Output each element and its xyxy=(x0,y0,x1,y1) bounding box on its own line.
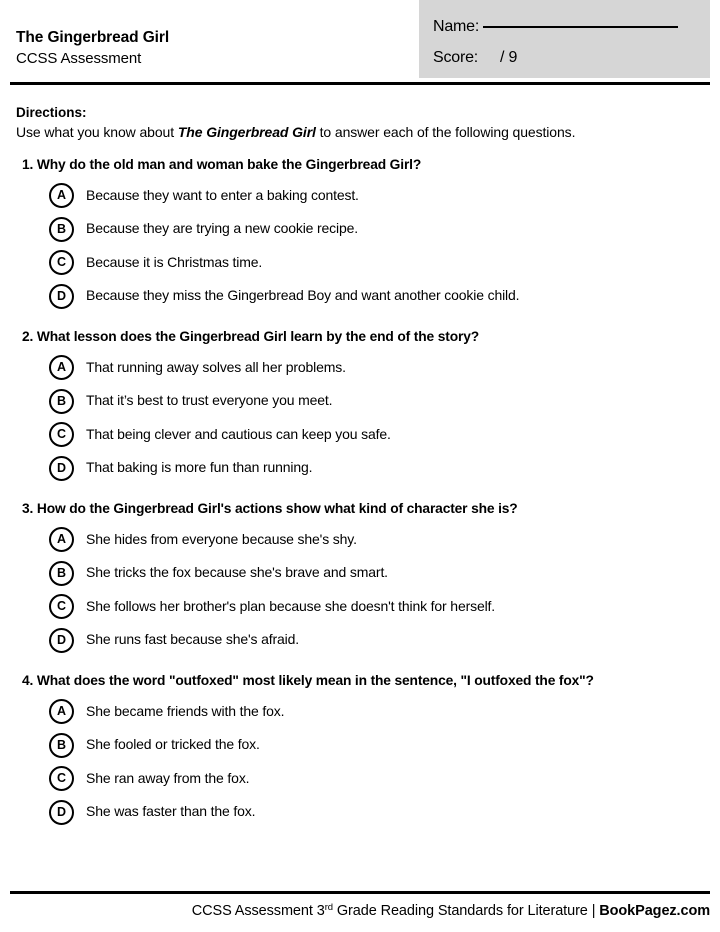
choice-option[interactable] xyxy=(0,246,720,280)
name-score-box xyxy=(419,0,710,78)
choice-bubble-c[interactable]: C xyxy=(49,422,74,447)
score-label: Score: xyxy=(433,49,479,66)
choice-text: Because they want to enter a baking contest. xyxy=(86,186,359,203)
name-input-line[interactable] xyxy=(483,14,678,28)
choice-text: Because they miss the Gingerbread Boy and want another cookie child. xyxy=(86,287,520,304)
choice-text: That being clever and cautious can keep you safe. xyxy=(86,425,391,442)
directions-text-before: Use what you know about xyxy=(16,124,178,140)
choice-option[interactable] xyxy=(0,351,720,385)
directions-text xyxy=(16,123,706,142)
choice-text: She follows her brother's plan because she doesn't think for herself. xyxy=(86,597,496,614)
choice-bubble-d[interactable]: D xyxy=(49,628,74,653)
choice-bubble-a[interactable]: A xyxy=(49,183,74,208)
question-prompt: 1. Why do the old man and woman bake the Gingerbread Girl? xyxy=(22,157,422,172)
choice-option[interactable] xyxy=(0,452,720,486)
choice-text: She was faster than the fox. xyxy=(86,803,256,820)
choice-text: She ran away from the fox. xyxy=(86,769,250,786)
choice-option[interactable] xyxy=(0,695,720,729)
directions-text-emphasis: The Gingerbread Girl xyxy=(177,124,316,140)
choice-option[interactable] xyxy=(0,280,720,314)
choice-bubble-a[interactable]: A xyxy=(49,355,74,380)
choice-bubble-c[interactable]: C xyxy=(49,766,74,791)
choice-text: She became friends with the fox. xyxy=(86,702,285,719)
footer-rest: Grade Reading Standards for Literature | xyxy=(332,903,600,919)
questions-list xyxy=(0,155,720,843)
choice-option[interactable] xyxy=(0,385,720,419)
directions-text-after: to answer each of the following questions. xyxy=(315,124,576,140)
page-header xyxy=(0,0,720,86)
choice-bubble-a[interactable]: A xyxy=(49,527,74,552)
choice-group xyxy=(0,351,720,485)
footer-text xyxy=(0,902,710,919)
choice-bubble-d[interactable]: D xyxy=(49,456,74,481)
choice-text: Because they are trying a new cookie recipe. xyxy=(86,220,358,237)
choice-text: That running away solves all her problems. xyxy=(86,358,346,375)
choice-option[interactable] xyxy=(0,796,720,830)
question-prompt: 2. What lesson does the Gingerbread Girl learn by the end of the story? xyxy=(22,329,479,344)
choice-text: That baking is more fun than running. xyxy=(86,459,313,476)
directions-label: Directions: xyxy=(16,105,87,120)
choice-option[interactable] xyxy=(0,624,720,658)
choice-bubble-d[interactable]: D xyxy=(49,800,74,825)
footer-brand[interactable]: BookPagez.com xyxy=(599,903,710,919)
choice-option[interactable] xyxy=(0,523,720,557)
choice-group xyxy=(0,179,720,313)
choice-bubble-b[interactable]: B xyxy=(49,389,74,414)
choice-group xyxy=(0,695,720,829)
question-block xyxy=(0,499,720,657)
choice-option[interactable] xyxy=(0,179,720,213)
question-block xyxy=(0,327,720,485)
choice-option[interactable] xyxy=(0,418,720,452)
choice-bubble-c[interactable]: C xyxy=(49,250,74,275)
score-value[interactable]: / 9 xyxy=(500,49,518,66)
page-title: The Gingerbread Girl xyxy=(16,29,170,46)
choice-option[interactable] xyxy=(0,762,720,796)
footer-main: CCSS Assessment 3 xyxy=(191,903,325,919)
choice-option[interactable] xyxy=(0,590,720,624)
question-block xyxy=(0,671,720,829)
page-subtitle: CCSS Assessment xyxy=(16,50,142,67)
choice-text: That it’s best to trust everyone you meet. xyxy=(86,392,333,409)
choice-bubble-b[interactable]: B xyxy=(49,217,74,242)
choice-bubble-c[interactable]: C xyxy=(49,594,74,619)
choice-text: She hides from everyone because she's shy. xyxy=(86,530,357,547)
choice-bubble-b[interactable]: B xyxy=(49,733,74,758)
footer-divider xyxy=(10,891,710,894)
header-divider xyxy=(10,82,710,85)
name-row xyxy=(433,14,678,36)
choice-bubble-a[interactable]: A xyxy=(49,699,74,724)
choice-text: Because it is Christmas time. xyxy=(86,253,263,270)
choice-bubble-d[interactable]: D xyxy=(49,284,74,309)
choice-text: She tricks the fox because she's brave and smart. xyxy=(86,564,388,581)
choice-option[interactable] xyxy=(0,729,720,763)
choice-text: She fooled or tricked the fox. xyxy=(86,736,260,753)
choice-option[interactable] xyxy=(0,557,720,591)
question-block xyxy=(0,155,720,313)
question-prompt: 3. How do the Gingerbread Girl's actions show what kind of character she is? xyxy=(22,501,518,516)
choice-bubble-b[interactable]: B xyxy=(49,561,74,586)
question-prompt: 4. What does the word "outfoxed" most likely mean in the sentence, "I outfoxed the fox"? xyxy=(22,673,594,688)
score-row xyxy=(433,49,517,67)
name-label: Name: xyxy=(433,18,480,35)
choice-option[interactable] xyxy=(0,213,720,247)
directions-section xyxy=(16,104,706,142)
title-block xyxy=(16,28,169,69)
choice-text: She runs fast because she's afraid. xyxy=(86,631,299,648)
choice-group xyxy=(0,523,720,657)
footer-ordinal: rd xyxy=(324,902,333,913)
